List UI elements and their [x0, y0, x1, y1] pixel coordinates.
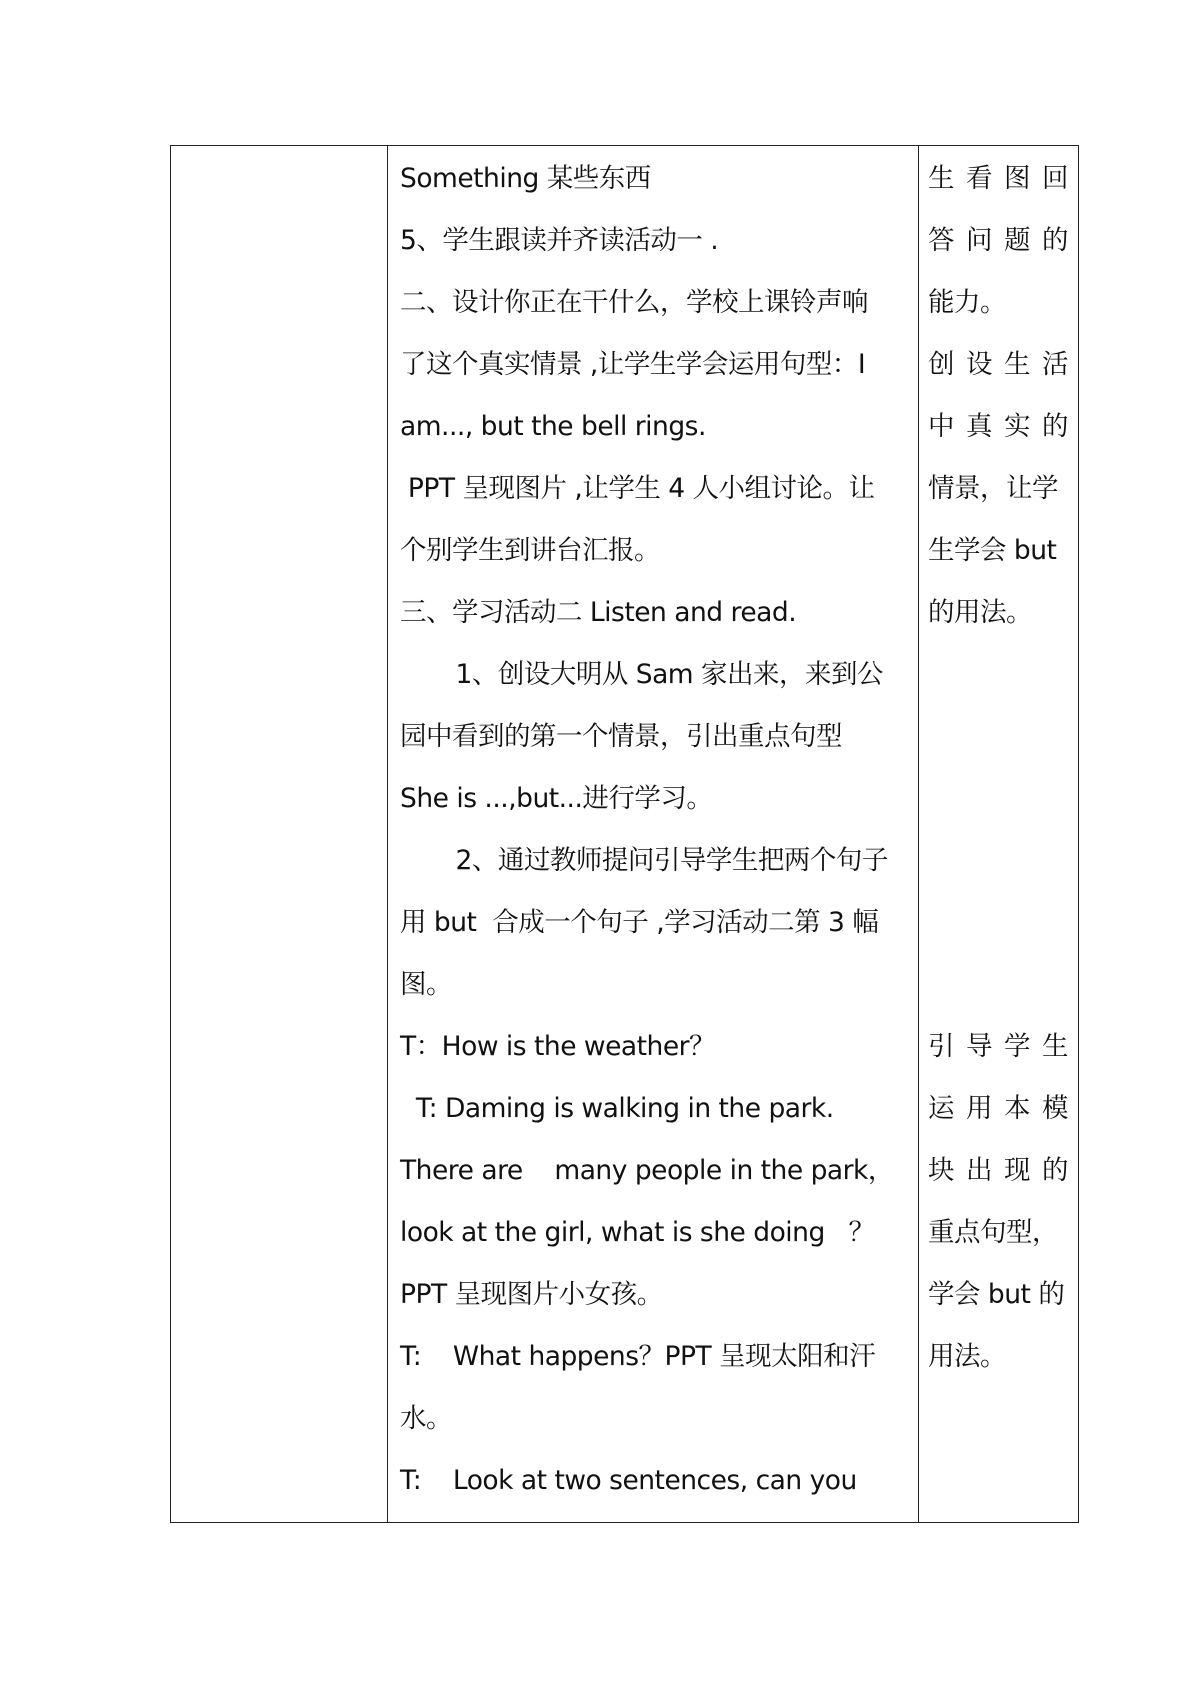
purpose-line: 答 问 题 的: [928, 225, 1068, 256]
activity-line: look at the girl, what is she doing ？: [400, 1217, 875, 1248]
activity-line: 了这个真实情景 ,让学生学会运用句型：I: [400, 349, 866, 380]
purpose-line: 能力。: [928, 287, 1006, 318]
activity-line: 图。: [400, 969, 452, 1000]
activity-line: There are many people in the park，: [400, 1155, 894, 1186]
purpose-line: 生 看 图 回: [928, 163, 1068, 194]
purpose-line: 块 出 现 的: [928, 1155, 1068, 1186]
purpose-line: 中 真 实 的: [928, 411, 1068, 442]
purpose-line: 的用法。: [928, 597, 1032, 628]
column-divider-2: [918, 146, 919, 1522]
lesson-plan-table: [170, 145, 1079, 1523]
activity-line: 二、设计你正在干什么，学校上课铃声响: [400, 287, 868, 318]
activity-line: 个别学生到讲台汇报。: [400, 535, 660, 566]
activity-line: PPT 呈现图片 ,让学生 4 人小组讨论。让: [400, 473, 875, 504]
purpose-column-cell: [920, 146, 1080, 1522]
activity-line: 1、创设大明从 Sam 家出来，来到公: [400, 659, 884, 690]
stage-column-cell: [171, 146, 387, 1522]
activity-line: 水。: [400, 1403, 452, 1434]
activity-line: 园中看到的第一个情景，引出重点句型: [400, 721, 842, 752]
activity-line: T: Daming is walking in the park.: [400, 1093, 834, 1124]
activity-line: She is ...,but...进行学习。: [400, 783, 713, 814]
purpose-line: 生学会 but: [928, 535, 1057, 566]
activity-line: 三、学习活动二 Listen and read.: [400, 597, 797, 628]
activity-line: T: Look at two sentences, can you: [400, 1465, 857, 1496]
activity-line: am..., but the bell rings.: [400, 411, 706, 442]
activity-line: 5、学生跟读并齐读活动一 .: [400, 225, 719, 256]
purpose-line: 学会 but 的: [928, 1279, 1065, 1310]
purpose-line: 用法。: [928, 1341, 1006, 1372]
activity-line: 2、通过教师提问引导学生把两个句子: [400, 845, 888, 876]
purpose-line: 引 导 学 生: [928, 1031, 1068, 1062]
column-divider-1: [387, 146, 388, 1522]
activity-line: T：How is the weather？: [400, 1031, 716, 1062]
activity-line: PPT 呈现图片小女孩。: [400, 1279, 663, 1310]
purpose-line: 情景，让学: [928, 473, 1058, 504]
purpose-line: 运 用 本 模: [928, 1093, 1068, 1124]
activity-line: T: What happens？PPT 呈现太阳和汗: [400, 1341, 876, 1372]
activity-line: Something 某些东西: [400, 163, 651, 194]
purpose-line: 创 设 生 活: [928, 349, 1068, 380]
purpose-line: 重点句型，: [928, 1217, 1058, 1248]
activity-column-cell: [389, 146, 918, 1522]
activity-line: 用 but 合成一个句子 ,学习活动二第 3 幅: [400, 907, 879, 938]
